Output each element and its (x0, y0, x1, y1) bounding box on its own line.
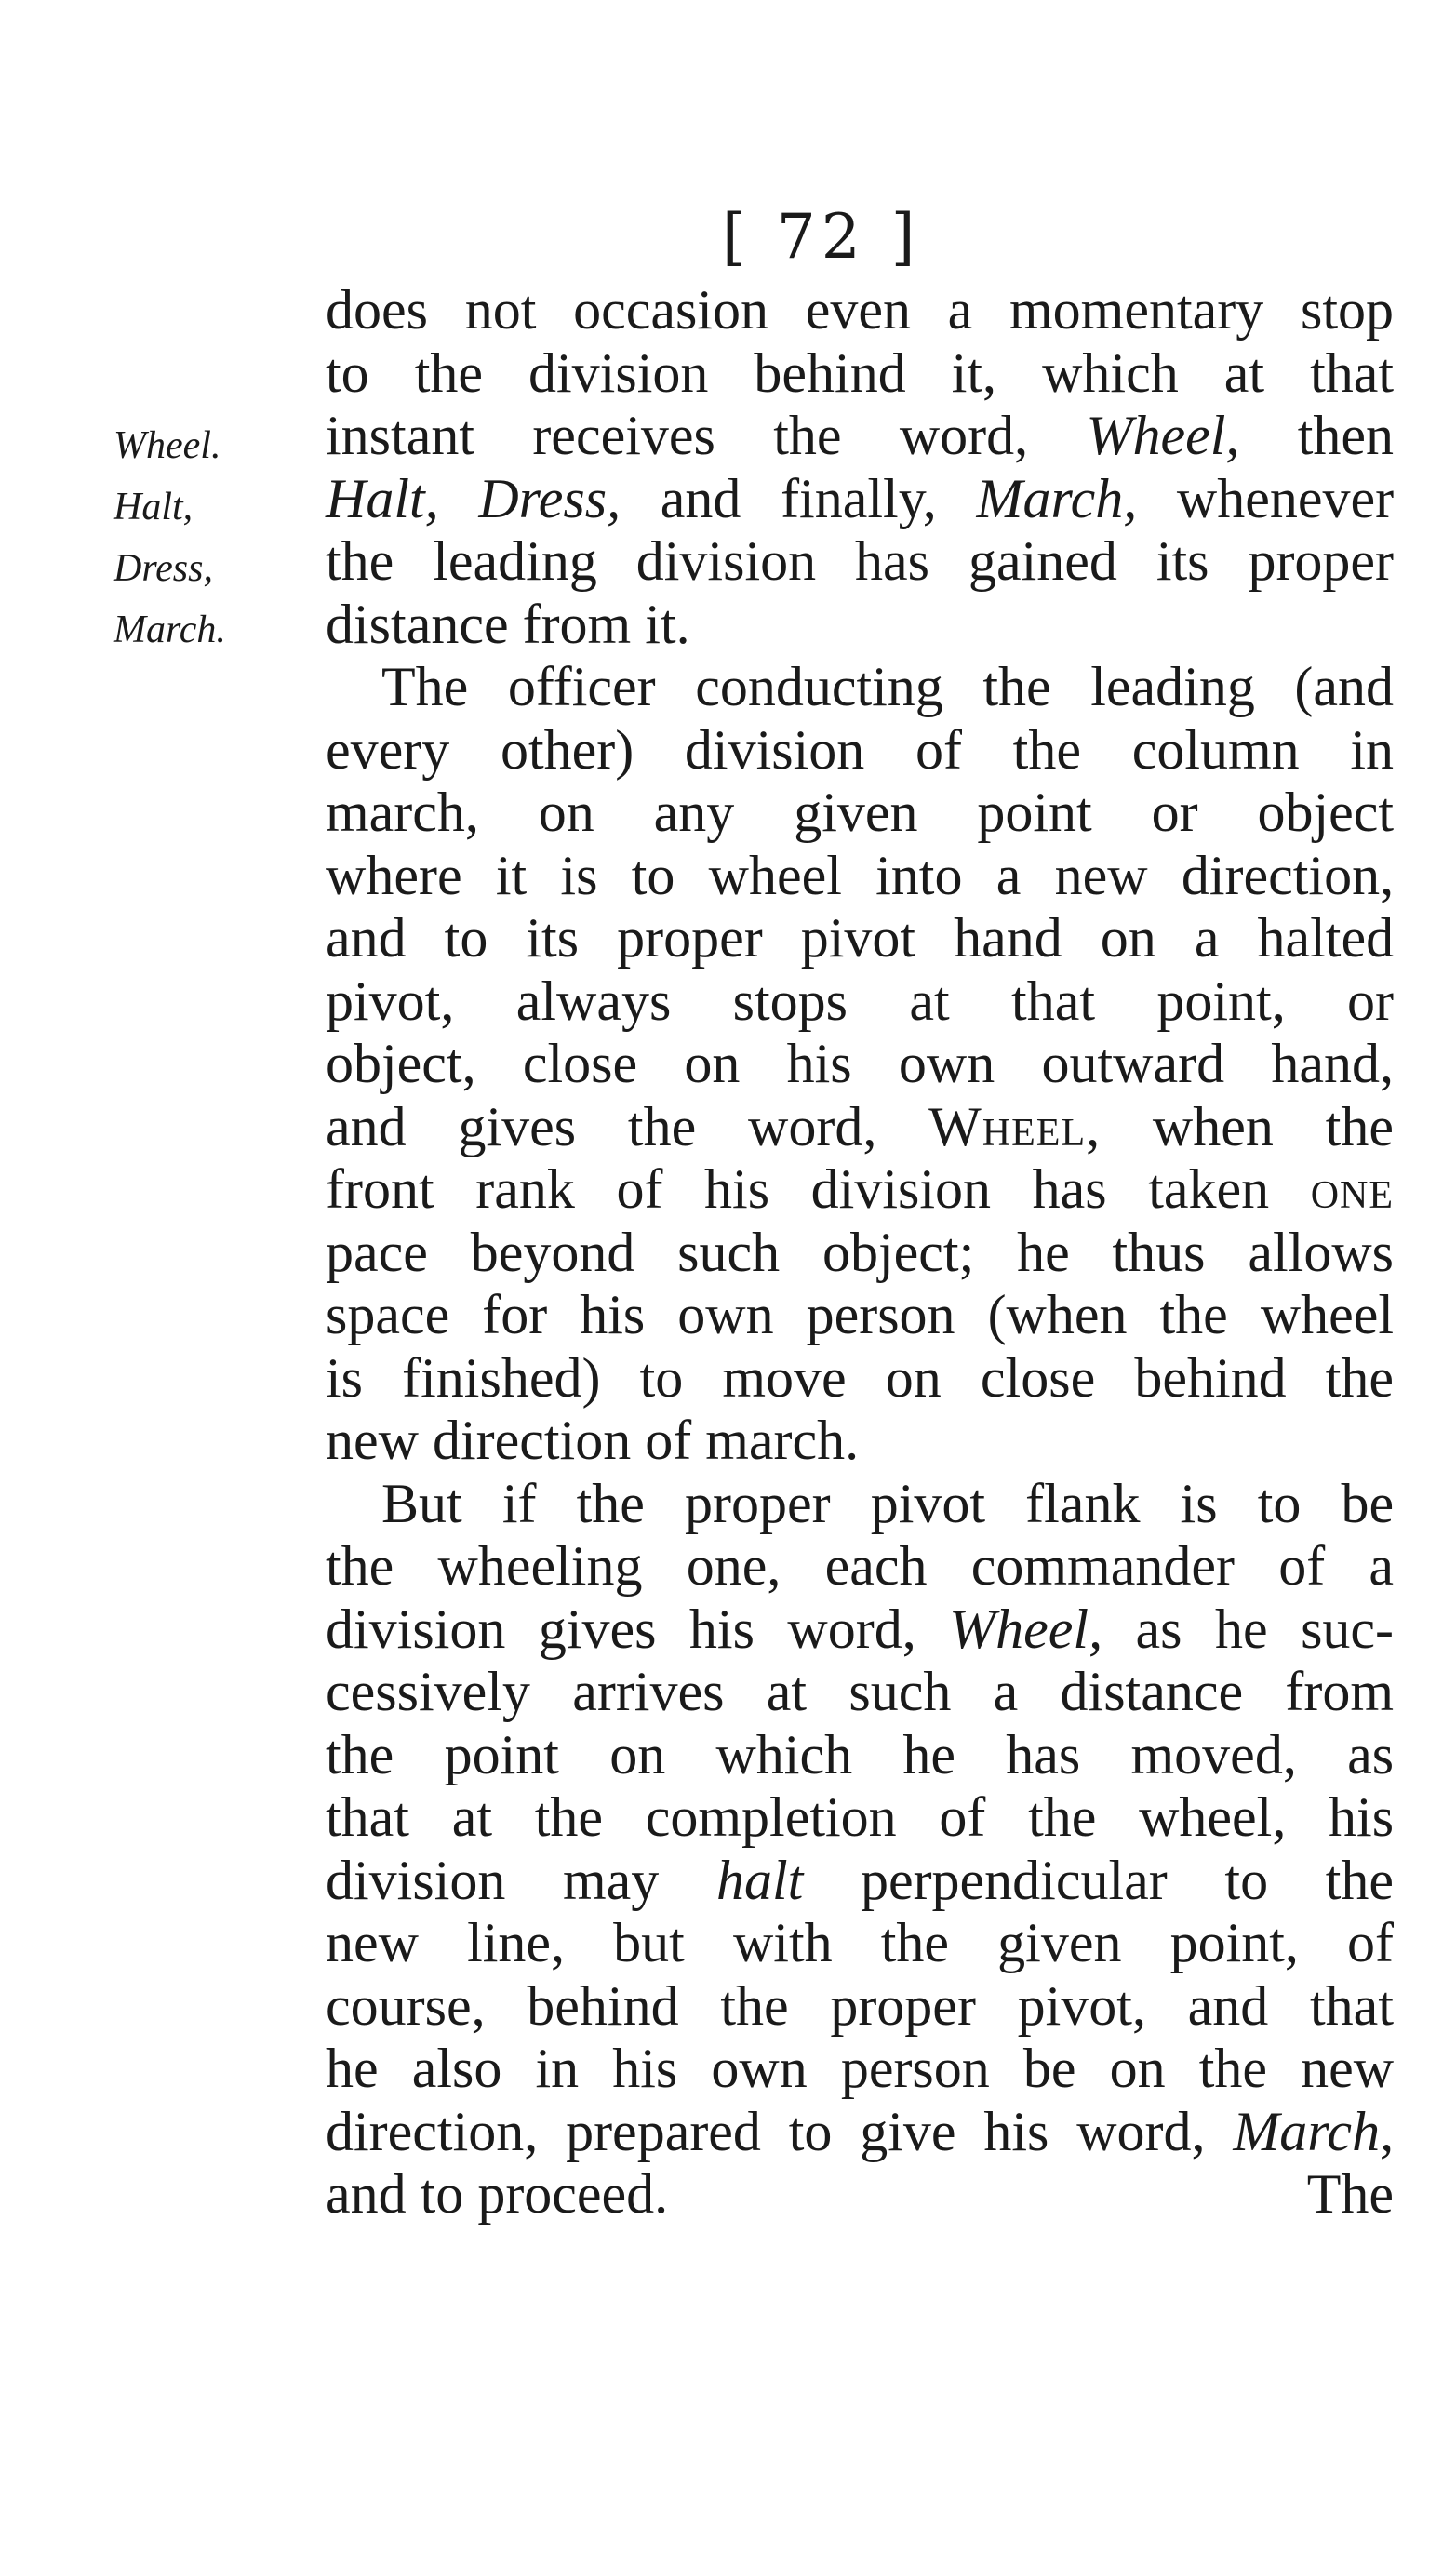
text-line: division gives his word, Wheel, as he suc- (326, 1598, 1395, 1660)
text-line: pace beyond such object; he thus allows (326, 1221, 1395, 1283)
text-line: But if the proper pivot flank is to be (381, 1472, 1395, 1534)
page-number: [ 72 ] (722, 201, 921, 273)
text-line: object, close on his own outward hand, (326, 1033, 1395, 1094)
marginal-note (114, 415, 300, 661)
italic-word: March, (976, 467, 1138, 529)
catchword: The (1306, 2163, 1394, 2225)
paragraph (326, 656, 1394, 1473)
marginal-note-line: March. (114, 608, 226, 651)
text-line: Halt, Dress, and finally, March, whenever (326, 467, 1395, 529)
small-caps-word: Wheel, (928, 1095, 1102, 1157)
text-line: pivot, always stops at that point, or (326, 969, 1395, 1032)
small-caps-word: one (1310, 1158, 1395, 1220)
marginal-note-line: Halt, (114, 486, 194, 528)
text-line: every other) division of the column in (326, 718, 1395, 781)
text-line: The officer conducting the leading (and (381, 656, 1395, 717)
text-line: to the division behind it, which at that (326, 341, 1395, 404)
italic-word: March, (1233, 2100, 1395, 2162)
text-line: and to its proper pivot hand on a halted (326, 907, 1395, 969)
text-line: direction, prepared to give his word, March, (326, 2100, 1395, 2162)
italic-word: Wheel, (1086, 405, 1240, 466)
text-line: course, behind the proper pivot, and that (326, 1974, 1394, 2037)
text-line: division may halt perpendicular to the (326, 1849, 1395, 1911)
text-line (326, 2163, 1394, 2226)
text-line: new direction of march. (326, 1410, 860, 1471)
text-line: new line, but with the given point, of (326, 1912, 1395, 1973)
text-line: where it is to wheel into a new direction, (326, 844, 1395, 906)
marginal-note-line: Wheel. (114, 424, 221, 467)
text-line: instant receives the word, Wheel, then (326, 405, 1395, 466)
text-line: he also in his own person be on the new (326, 2038, 1395, 2099)
italic-word: Dress, (478, 467, 621, 529)
text-line: the point on which he has moved, as (326, 1723, 1395, 1785)
italic-word: Wheel, (949, 1598, 1103, 1660)
text-line: front rank of his division has taken one (326, 1158, 1395, 1220)
text-line: the leading division has gained its proper (326, 530, 1395, 592)
marginal-note-line: Dress, (114, 547, 213, 590)
final-line-text: and to proceed. (326, 2163, 669, 2225)
text-line: does not occasion even a momentary stop (326, 279, 1394, 341)
text-line: distance from it. (326, 593, 690, 655)
paragraph (326, 1473, 1394, 2226)
text-line: cessively arrives at such a distance from (326, 1661, 1395, 1722)
body-text (326, 279, 1394, 2226)
paragraph (326, 279, 1394, 656)
text-line: the wheeling one, each commander of a (326, 1535, 1395, 1597)
italic-word: Halt, (326, 467, 439, 529)
text-line: march, on any given point or object (326, 782, 1395, 843)
text-line: and gives the word, Wheel, when the (326, 1095, 1395, 1157)
text-line: that at the completion of the wheel, his (326, 1786, 1395, 1848)
text-line: space for his own person (when the wheel (326, 1284, 1395, 1345)
italic-word: halt (715, 1849, 804, 1911)
text-line: is finished) to move on close behind the (326, 1346, 1395, 1409)
